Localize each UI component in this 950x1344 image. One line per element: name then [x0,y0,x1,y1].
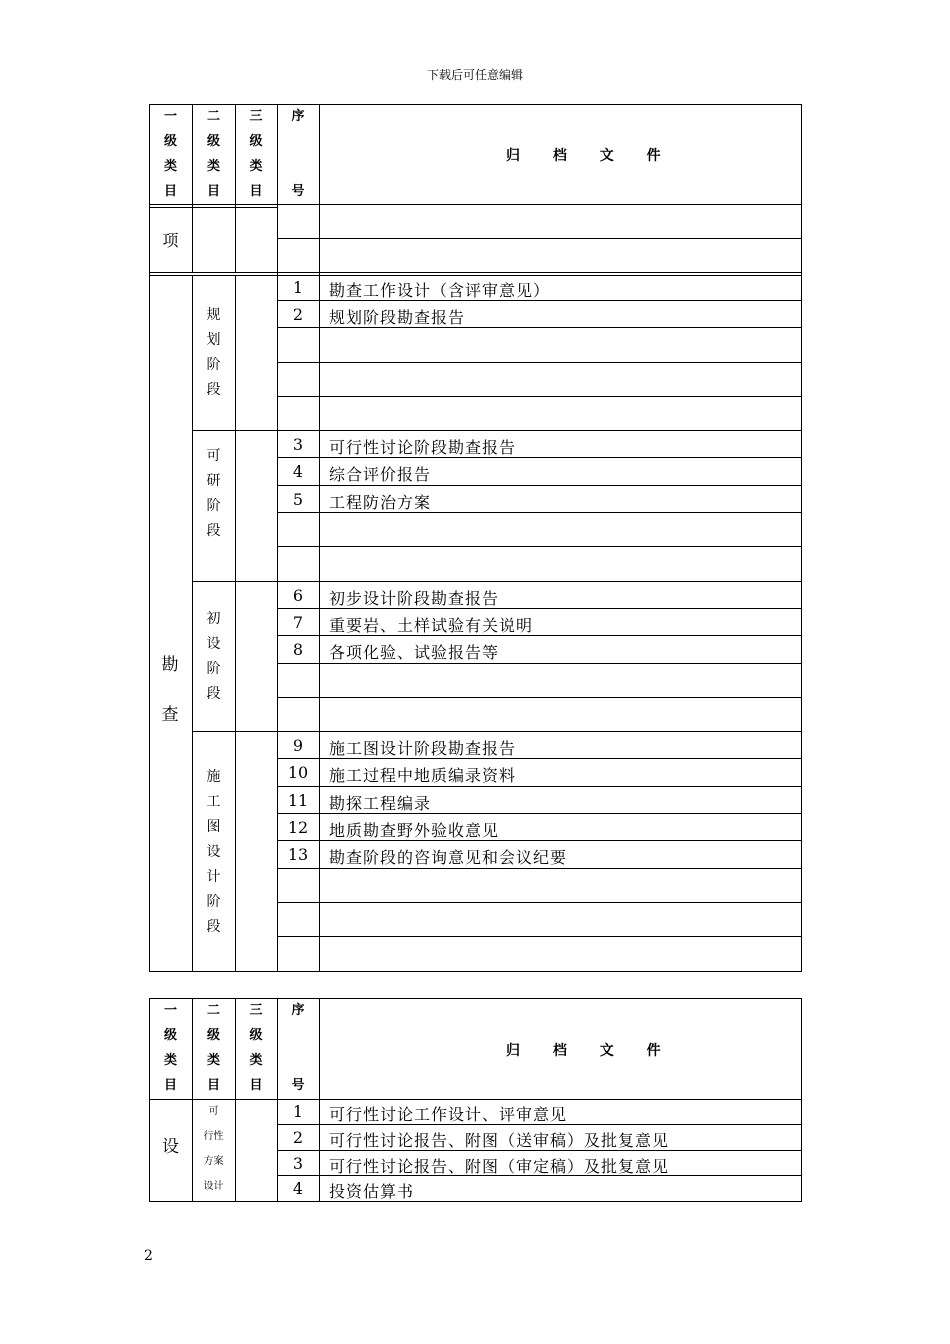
row-document: 施工图设计阶段勘查报告 [329,739,517,758]
row-document: 地质勘查野外验收意见 [329,821,500,840]
group-construction-label: 施 工 图 设 计 阶 段 [206,769,221,935]
row-number: 1 [292,278,304,297]
group-planning-label: 规 划 阶 段 [206,307,221,398]
header-level3: 三 级 类 目 [249,109,263,199]
header-seq: 序 号 [291,1003,305,1093]
row-document: 投资估算书 [329,1182,415,1201]
header-note: 下载后可任意编辑 [426,68,523,82]
row-document: 综合评价报告 [329,465,432,484]
row-number: 6 [292,586,304,605]
row-document: 可行性讨论工作设计、评审意见 [329,1105,568,1124]
row-document: 各项化验、试验报告等 [329,643,500,662]
row-number: 1 [292,1102,304,1121]
row-document: 重要岩、土样试验有关说明 [329,616,534,635]
row-number: 12 [287,818,309,837]
header-archive-title: 归 档 文 件 [506,148,675,164]
row-number: 7 [292,613,304,632]
level1-design: 设 [162,1137,179,1157]
row-document: 勘探工程编录 [329,794,432,813]
group-feasibility-label: 可 研 阶 段 [206,448,221,539]
group-feasibility-design-label: 可 行性 方案 设计 [203,1106,224,1192]
header-level2: 二 级 类 目 [206,1003,220,1093]
level1-kancha: 勘 查 [161,655,179,725]
row-document: 勘查工作设计（含评审意见） [329,281,551,300]
row-number: 11 [287,791,309,810]
row-number: 2 [292,1128,304,1147]
row-number: 4 [292,462,304,481]
row-document: 工程防治方案 [329,493,432,512]
row-document: 初步设计阶段勘查报告 [329,589,500,608]
row-number: 9 [292,736,304,755]
header-level2: 二 级 类 目 [206,109,220,199]
row-number: 13 [287,845,309,864]
header-level1: 一 级 类 目 [163,1003,177,1093]
row-number: 3 [292,435,304,454]
row-document: 施工过程中地质编录资料 [329,766,517,785]
row-document: 规划阶段勘查报告 [329,308,466,327]
page-number: 2 [144,1248,153,1264]
header-level1: 一 级 类 目 [163,109,177,199]
row-number: 10 [287,763,309,782]
row-number: 5 [292,490,304,509]
row-document: 可行性讨论报告、附图（审定稿）及批复意见 [329,1157,670,1176]
group-preliminary-label: 初 设 阶 段 [206,611,221,702]
row-number: 4 [292,1179,304,1198]
row-number: 3 [292,1154,304,1173]
row-number: 2 [292,305,304,324]
row-item-label: 项 [162,231,179,250]
row-document: 勘查阶段的咨询意见和会议纪要 [329,848,568,867]
header-seq: 序 号 [291,109,305,199]
row-document: 可行性讨论阶段勘查报告 [329,438,517,457]
header-level3: 三 级 类 目 [249,1003,263,1093]
row-number: 8 [292,640,304,659]
header-archive-title: 归 档 文 件 [506,1043,675,1059]
row-document: 可行性讨论报告、附图（送审稿）及批复意见 [329,1131,670,1150]
